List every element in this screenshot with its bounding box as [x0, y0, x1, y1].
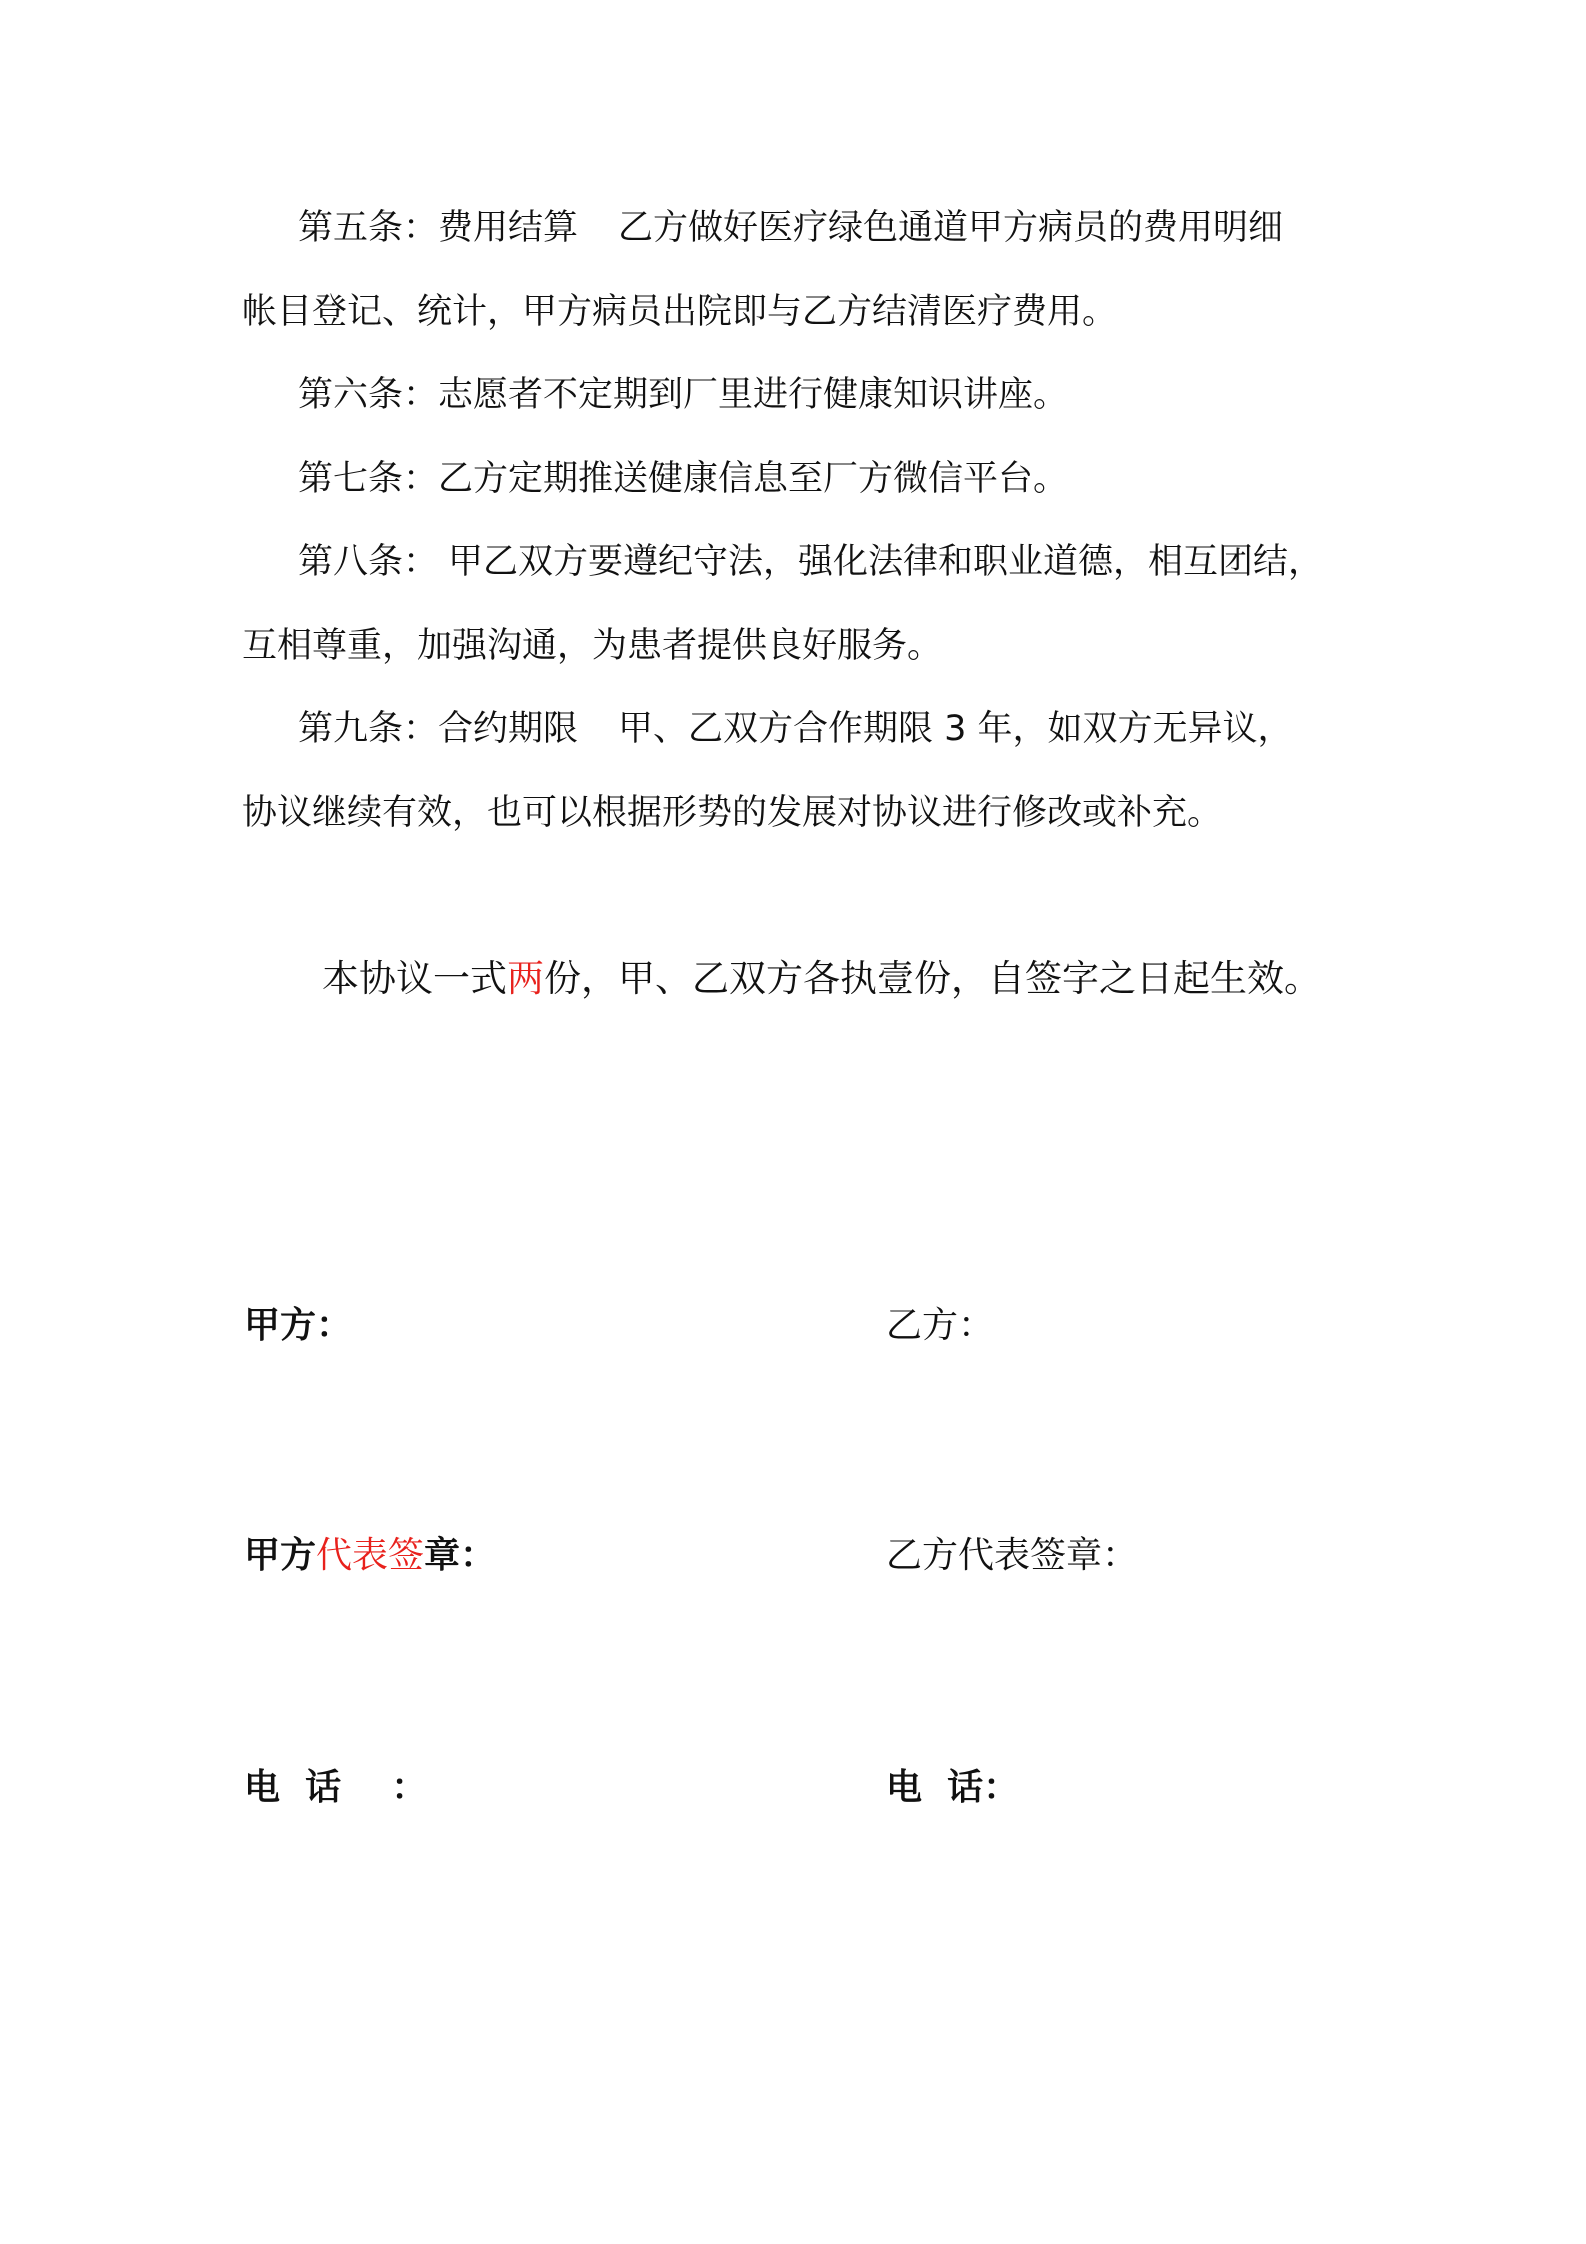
- clause-5-title: 第五条：: [298, 208, 439, 248]
- clause-7-title: 第七条：: [298, 459, 439, 499]
- party-a-rep-suffix: 章：: [424, 1535, 497, 1576]
- closing-highlight: 两: [507, 957, 544, 1000]
- party-b-rep-label: 乙方代表签章：: [886, 1535, 1139, 1576]
- clause-9-heading: 合约期限: [438, 709, 579, 749]
- clause-9-text-line-1: 甲、乙双方合作期限 3 年，如双方无异议，: [618, 709, 1293, 749]
- clause-8-title: 第八条：: [298, 542, 439, 582]
- clause-6-title: 第六条：: [298, 375, 439, 415]
- clause-5-text-line-2: 帐目登记、统计，甲方病员出院即与乙方结清医疗费用。: [242, 292, 1118, 332]
- clause-6-line: [298, 371, 1068, 419]
- clause-5-line-2: [242, 288, 1117, 336]
- party-b-phone-label: 电 话：: [886, 1767, 1020, 1808]
- clause-9-line-1: [298, 705, 1293, 753]
- closing-after: 份，甲、乙双方各执壹份，自签字之日起生效。: [544, 957, 1321, 1000]
- clause-9-line-2: [242, 789, 1222, 837]
- clause-8-line-1: [298, 538, 1323, 586]
- clause-8-text-line-2: 互相尊重，加强沟通，为患者提供良好服务。: [242, 626, 943, 666]
- party-a-rep-prefix: 甲方: [244, 1535, 317, 1576]
- clause-7-line: [298, 455, 1068, 503]
- clause-5-heading: 费用结算: [438, 208, 579, 248]
- clause-6-text: 志愿者不定期到厂里进行健康知识讲座。: [438, 375, 1069, 415]
- clause-9-text-line-2: 协议继续有效，也可以根据形势的发展对协议进行修改或补充。: [242, 793, 1223, 833]
- clause-8-line-2: [242, 622, 942, 670]
- closing-before: 本协议一式: [322, 957, 507, 1000]
- clause-7-text: 乙方定期推送健康信息至厂方微信平台。: [438, 459, 1069, 499]
- party-b-label: 乙方：: [886, 1305, 995, 1346]
- closing-statement: [322, 955, 1321, 1003]
- party-a-rep-highlight: 代表签: [316, 1535, 425, 1576]
- party-a-phone-label: 电 话 ：: [244, 1767, 428, 1808]
- party-a-rep-label: [244, 1532, 496, 1580]
- clause-9-title: 第九条：: [298, 709, 439, 749]
- clause-5-line-1: [298, 204, 1283, 252]
- clause-8-text-line-1: 甲乙双方要遵纪守法，强化法律和职业道德，相互团结，: [448, 542, 1324, 582]
- party-a-label: 甲方：: [244, 1305, 353, 1346]
- clause-5-text-line-1: 乙方做好医疗绿色通道甲方病员的费用明细: [618, 208, 1284, 248]
